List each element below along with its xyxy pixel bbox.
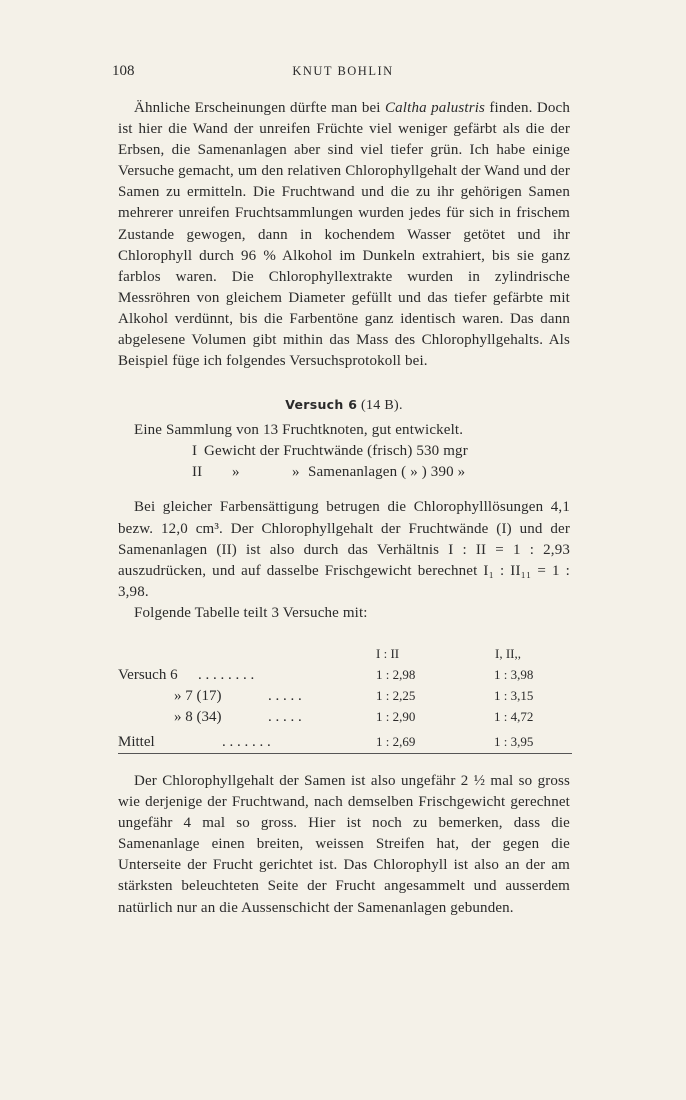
table-row [118,709,570,730]
row-label: Mittel [118,734,155,750]
page-header [0,63,686,83]
col-header-fresh-ratio: I, II,, [495,646,521,661]
row-label: » 8 (34) [174,709,222,725]
sample-description: Eine Sammlung von 13 Fruchtknoten, gut entwickelt. [134,422,464,439]
table-row [118,667,570,688]
row-leader: . . . . . . . [222,734,271,750]
table-row-mittel [118,734,570,755]
weight-line-2 [118,462,570,483]
table-header [118,646,570,667]
col-header-ratio: I : II [376,646,400,661]
row-fresh-ratio: 1 : 3,95 [494,734,534,749]
versuch-label: Versuch 6 [285,397,358,413]
row-ratio: 1 : 2,69 [376,734,416,749]
row-fresh-ratio: 1 : 3,15 [494,688,534,703]
ditto-mark: » [292,464,300,481]
row-ratio: 1 : 2,98 [376,667,416,682]
weight-text: Gewicht der Fruchtwände (frisch) 530 mgr [204,443,468,460]
ditto-mark: » [232,464,240,481]
results-table [118,646,570,755]
paragraph-conclusion: Der Chlorophyllgehalt der Samen ist also ungefähr 2 ½ mal so gross wie derjenige der Fruchtwand, nach demselben Frischgewicht gerechnet ungefähr 4 mal so gross. Hier ist noch zu bemerken, dass die Samenanlage einen breiten, weissen Streifen hat, der gegen die Unterseite der Frucht gerichtet ist. Das Chlorophyll ist also an der am stärksten beleuchteten Seite der Frucht angesammelt und ausserdem natürlich nur an die Aussenschicht der Samenanlagen gebunden. [118,773,570,916]
para1-end: Alkohol im Dunkeln extrahiert, bis sie ganz farblos waren. Die Chlorophyllextrakte wurden in zylindrische Messröhren von gleichem Diameter gefüllt und das tiefer gefärbte mit Alkohol verdünnt, bis die Farbentöne ganz identisch waren. Das dann abgelesene Volumen gibt mithin das Mass des Chlorophyllgehalts. Als Beispiel füge ich folgendes Versuchsprotokoll bei. [118,247,570,370]
row-label: » 7 (17) [174,688,222,704]
body-text [118,98,570,624]
versuch-ref: (14 B). [361,398,403,414]
table-row [118,688,570,709]
results-text: Bei gleicher Farbensättigung betrugen die Chlorophylllösungen 4,1 bezw. 12,0 cm³. Der Chlorophyllgehalt der Fruchtwände (I) und der Samenanlagen (II) ist also durch das Verhältnis I : II = 1 : 2,93 auszudrücken, und auf dasselbe Frischgewicht berechnet I₁ : II₁₁ = 1 : 3,98. [118,499,570,600]
row-fresh-ratio: 1 : 4,72 [494,709,534,724]
row-leader: . . . . . [268,709,302,725]
row-ratio: 1 : 2,25 [376,688,416,703]
versuch-heading [118,394,570,416]
paragraph-results [118,497,570,602]
para1-start: Ähnliche Erscheinungen dürfte man bei [134,100,385,116]
row-leader: . . . . . . . . [198,667,255,683]
page-number: 108 [112,63,135,79]
running-head: KNUT BOHLIN [292,64,394,78]
weight-line-1 [118,441,570,462]
weight-roman: II [192,464,203,481]
weight-roman: I [192,443,198,460]
species-name: Caltha palustris [385,100,485,116]
para1-middle: finden. Doch ist hier die Wand der unreifen Früchte viel weniger gefärbt als die der Erbsen, die Samenanlagen aber sind viel tiefer grün. Ich habe einige Versuche gemacht, um den relativen Chlorophyllgehalt der Wand und der Samen zu ermitteln. Die Fruchtwand und die zu ihr gehörigen Samen mehrerer unreifen Fruchtsammlungen wurden jedes für sich in frischem Zustande gewogen, dann in kochendem Wasser getötet und ihr Chlorophyll durch 96 % [118,100,570,264]
row-fresh-ratio: 1 : 3,98 [494,667,534,682]
table-intro: Folgende Tabelle teilt 3 Versuche mit: [134,604,368,621]
paragraph-intro [118,98,570,372]
row-label: Versuch 6 [118,667,178,683]
row-ratio: 1 : 2,90 [376,709,416,724]
row-leader: . . . . . [268,688,302,704]
weight-text: Samenanlagen ( » ) 390 » [308,464,466,481]
